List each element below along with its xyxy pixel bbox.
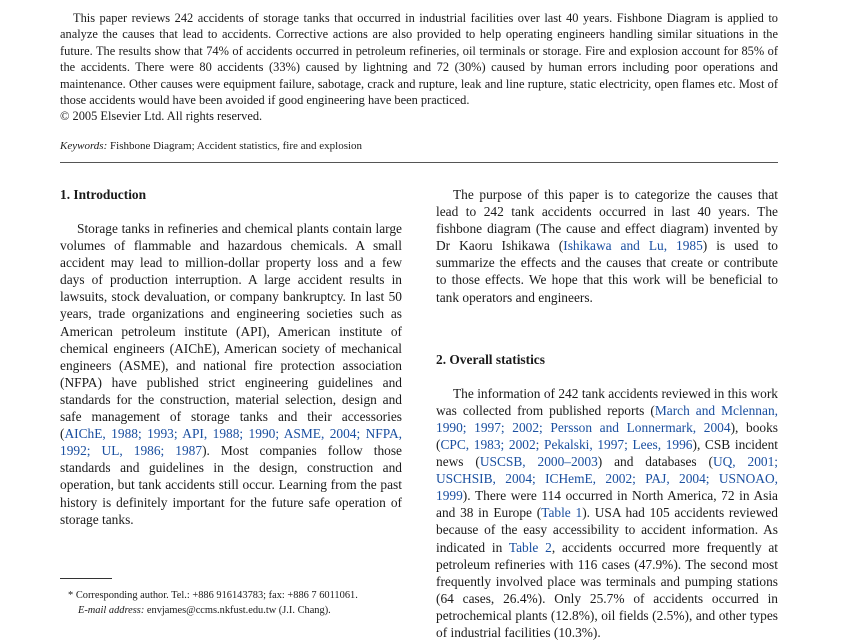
footnote-contact: Corresponding author. Tel.: +886 916143783; fax: +886 7 6011061. — [75, 590, 358, 601]
intro-p2-text-a: The purpose of this paper is to categorize the causes that lead to 242 tank accidents occurred in last 40 years. The fishbone diagram (The cause and effect diagram) invented by Dr Kaoru Ishikawa ( — [436, 187, 778, 254]
footnote-marker: * — [68, 590, 74, 601]
footnote-divider — [60, 578, 112, 579]
email-label: E-mail address: — [78, 604, 145, 616]
citation-link-reports[interactable]: March and Mclennan, 1990; 1997; 2002; Persson and Lonnermark, 2004 — [436, 402, 778, 435]
keywords-label: Keywords: — [60, 140, 108, 152]
intro-p1-text-b: ). Most companies follow those standards and guidelines in the design, construction and operation, but tank accidents still occur. Learning from the past history is definitely important for the future safe operation of storage tanks. — [60, 443, 402, 527]
stats-text-g: , accidents occurred more frequently at petroleum refineries with 116 cases (47.9%). The second most frequently involved place was terminals and pumping stations (64 cases, 26.4%). Only 25.7% of accidents occurred in petrochemical plants (12.8%), oil fields (2.5%), and other types of industrial facilities (10.3%). — [436, 539, 778, 640]
introduction-paragraph-2 — [436, 186, 778, 306]
citation-link-csb[interactable]: USCSB, 2000–2003 — [479, 454, 598, 470]
section-heading-introduction: 1. Introduction — [60, 187, 147, 202]
stats-text-c: ), CSB incident news ( — [436, 436, 778, 470]
right-column — [436, 186, 778, 641]
footnote-line-2 — [60, 604, 405, 619]
statistics-paragraph — [436, 385, 778, 641]
header-divider — [60, 162, 778, 163]
keywords-text: Fishbone Diagram; Accident statistics, fire and explosion — [110, 140, 363, 152]
citation-link-books[interactable]: CPC, 1983; 2002; Pekalski, 1997; Lees, 1996 — [440, 436, 693, 452]
stats-text-b: ), books ( — [436, 419, 778, 452]
footnote — [60, 589, 405, 618]
intro-p1-text-a: Storage tanks in refineries and chemical plants contain large volumes of flammable and hazardous chemicals. A small accident may lead to million-dollar property loss and a few days of production interruption. A large accident results in lawsuits, stock devaluation, or company bankruptcy. In last 50 years, trade organizations and engineering societies such as American petroleum institute (API), American institute of chemical engineers (AIChE), American society of mechanical engineers (ASME), and national fire protection association (NFPA) have published strict engineering guidelines and standards for the construction, material selection, design and safe management of storage tanks and their accessories ( — [60, 221, 402, 442]
footnote-line-1 — [60, 589, 405, 604]
abstract — [60, 10, 778, 108]
table-1-link[interactable]: Table 1 — [541, 505, 583, 521]
left-column — [60, 186, 402, 528]
intro-p2-text-b: ) is used to summarize the effects and the causes that create or contribute to those effects. We hope that this work will be beneficial to tank operators and engineers. — [436, 238, 778, 305]
stats-text-a: The information of 242 tank accidents reviewed in this work was collected from published reports ( — [436, 385, 778, 418]
abstract-text: This paper reviews 242 accidents of storage tanks that occurred in industrial facilities over last 40 years. Fishbone Diagram is applied to analyze the causes that lead to accidents. Corrective actions are also provided to help operating engineers handling similar situations in the future. The results show that 74% of accidents occurred in petroleum refineries, oil terminals or storage. Fire and explosion account for 85% of the accidents. There were 80 accidents (33%) caused by lightning and 72 (30%) caused by human errors including poor operations and maintenance. Other causes were equipment failure, sabotage, crack and rupture, leak and line rupture, static electricity, open flames etc. Most of those accidents would have been avoided if good engineering have been practiced. — [60, 11, 778, 108]
citation-link-databases[interactable]: UQ, 2001; USCHSIB, 2004; ICHemE, 2002; PAJ, 2004; USNOAO, 1999 — [436, 454, 778, 504]
citation-link-standards[interactable]: AIChE, 1988; 1993; API, 1988; 1990; ASME, 2004; NFPA, 1992; UL, 1986; 1987 — [60, 426, 402, 459]
email-address: envjames@ccms.nkfust.edu.tw (J.I. Chang). — [146, 604, 331, 616]
stats-text-d: ) and databases ( — [597, 454, 713, 470]
stats-text-e: ). There were 114 occurred in North America, 72 in Asia and 38 in Europe ( — [436, 488, 778, 521]
keywords — [60, 139, 362, 153]
introduction-paragraph-1 — [60, 220, 402, 528]
citation-link-ishikawa[interactable]: Ishikawa and Lu, 1985 — [563, 238, 703, 254]
stats-text-f: ). USA had 105 accidents reviewed because of the easy accessibility to accident information. As indicated in — [436, 505, 779, 555]
section-heading-overall-statistics: 2. Overall statistics — [436, 351, 545, 367]
copyright: © 2005 Elsevier Ltd. All rights reserved. — [60, 109, 263, 123]
table-2-link[interactable]: Table 2 — [508, 539, 552, 555]
